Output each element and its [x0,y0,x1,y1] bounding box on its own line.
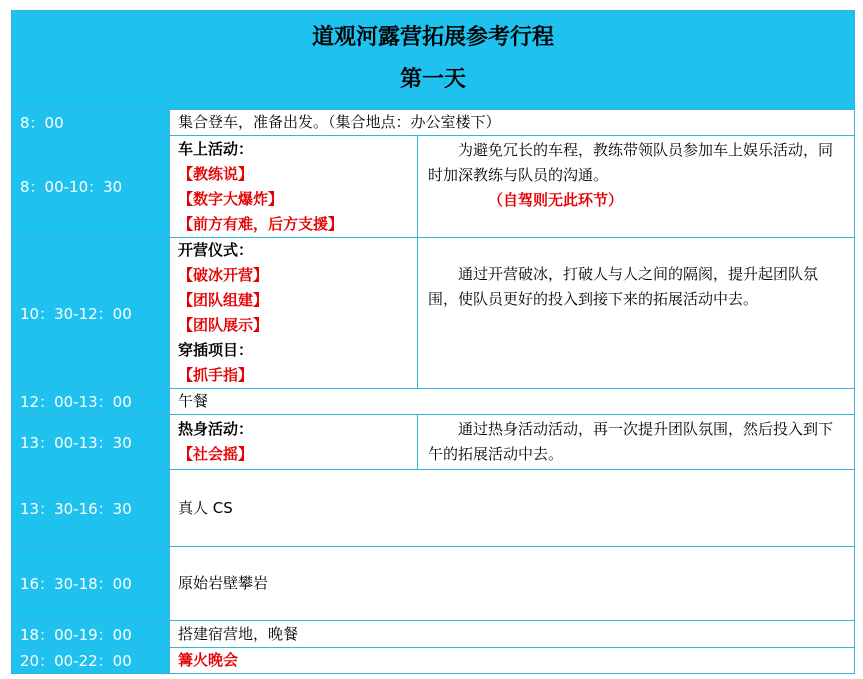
schedule-row [12,648,855,674]
time-cell: 8：00 [12,110,170,136]
activity-cell [170,238,418,389]
activity-item: 【团队展示】 [178,316,269,334]
time-cell: 20：00-22：00 [12,648,170,674]
time-cell: 8：00-10：30 [12,136,170,238]
activity-item: 【抓手指】 [178,366,254,384]
activity-heading: 开营仪式： [178,241,254,259]
activity-cell [170,547,855,621]
schedule-row [12,470,855,547]
title-row [12,11,855,110]
activity-text: 真人 CS [178,498,233,517]
activity-text: 搭建宿营地，晚餐 [178,624,299,643]
itinerary-table [11,10,855,674]
activity-heading: 热身活动： [178,420,254,438]
activity-cell [170,648,855,674]
activity-text: 午餐 [178,392,209,410]
description-text: 通过开营破冰，打破人与人之间的隔阂，提升起团队氛围，使队员更好的投入到接下来的拓展活动中去。 [428,265,819,308]
schedule-row [12,238,855,389]
time-cell: 10：30-12：00 [12,238,170,389]
activity-cell [170,415,418,470]
description-text: 为避免冗长的车程，教练带领队员参加车上娱乐活动，同时加深教练与队员的沟通。 [428,141,834,184]
description-cell [418,136,855,238]
time-cell: 13：00-13：30 [12,415,170,470]
activity-cell [170,389,855,415]
description-cell [418,238,855,389]
activity-heading: 穿插项目： [178,341,254,359]
time-cell: 13：30-16：30 [12,470,170,547]
header-cell [12,11,855,110]
schedule-row [12,547,855,621]
activity-heading: 车上活动： [178,139,254,158]
activity-cell [170,136,418,238]
activity-item: 【前方有难，后方支援】 [178,214,344,233]
schedule-row [12,110,855,136]
schedule-row [12,389,855,415]
activity-item: 【团队组建】 [178,291,269,309]
activity-text: 篝火晚会 [178,651,239,669]
activity-item: 【教练说】 [178,164,254,183]
schedule-row [12,136,855,238]
schedule-row [12,621,855,648]
time-cell: 12：00-13：00 [12,389,170,415]
description-note: （自驾则无此环节） [488,191,624,209]
activity-text: 原始岩壁攀岩 [178,574,269,592]
activity-cell [170,470,855,547]
activity-text: 集合登车，准备出发。（集合地点：办公室楼下） [178,113,501,131]
day-label: 第一天 [400,66,467,92]
description-text: 通过热身活动活动，再一次提升团队氛围，然后投入到下午的拓展活动中去。 [428,420,834,463]
time-cell: 16：30-18：00 [12,547,170,621]
page-title: 道观河露营拓展参考行程 [312,24,555,50]
activity-cell [170,621,855,648]
time-cell: 18：00-19：00 [12,621,170,648]
activity-item: 【数字大爆炸】 [178,189,284,208]
description-cell [418,415,855,470]
activity-item: 【破冰开营】 [178,266,269,284]
schedule-row [12,415,855,470]
activity-item: 【社会摇】 [178,445,254,463]
activity-cell [170,110,855,136]
